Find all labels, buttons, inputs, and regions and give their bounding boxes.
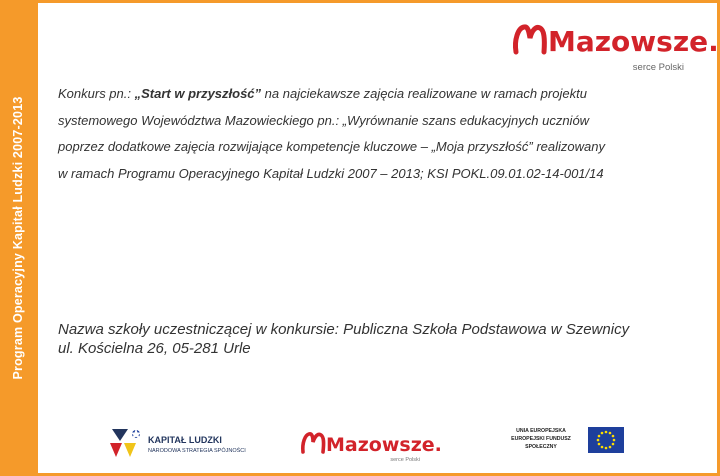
school-name-line: Nazwa szkoły uczestniczącej w konkursie: Publiczna Szkoła Podstawowa w Szewnicy	[58, 321, 630, 338]
mazowsze-footer-graphic	[300, 427, 442, 457]
kapital-ludzki-subtitle: NARODOWA STRATEGIA SPÓJNOŚCI	[148, 448, 246, 454]
mazowsze-logo	[512, 18, 719, 73]
footer-logos	[38, 423, 717, 473]
description-line-4: w ramach Programu Operacyjnego Kapitał Ludzki 2007 – 2013; KSI POKL.09.01.02-14-001/14	[58, 165, 604, 181]
description-line-3: poprzez dodatkowe zajęcia rozwijające kompetencje kluczowe – „Moja przyszłość” realizowany	[58, 139, 605, 154]
program-vertical-label: Program Operacyjny Kapitał Ludzki 2007-2013	[11, 96, 25, 380]
contest-title: „Start w przyszłość”	[134, 86, 262, 101]
contest-description	[58, 81, 676, 187]
description-prefix: Konkurs pn.:	[58, 86, 135, 101]
description-line-2: systemowego Województwa Mazowieckiego pn.: „Wyrównanie szans edukacyjnych uczniów	[58, 112, 590, 128]
mazowsze-m-mark	[515, 27, 544, 52]
eu-stars	[588, 427, 624, 453]
mazowsze-wordmark: Mazowsze.	[548, 25, 719, 58]
mazowsze-footer-wordmark: Mazowsze.	[326, 434, 442, 456]
side-banner	[0, 0, 38, 476]
school-address-line: ul. Kościelna 26, 05-281 Urle	[58, 340, 251, 357]
mazowsze-footer-logo	[300, 427, 442, 467]
kapital-ludzki-title: KAPITAŁ LUDZKI	[148, 435, 222, 445]
description-line-1	[58, 81, 676, 108]
school-info	[58, 320, 698, 358]
mazowsze-motto: serce Polski	[632, 62, 684, 73]
eu-logo	[508, 425, 628, 469]
kapital-ludzki-emblem	[106, 425, 146, 465]
kapital-ludzki-logo	[106, 425, 256, 465]
frame-top-border	[38, 0, 720, 3]
description-suffix: na najciekawsze zajęcia realizowane w ramach projektu	[261, 86, 587, 101]
mazowsze-footer-m-mark	[303, 434, 324, 452]
mazowsze-footer-motto: serce Polski	[390, 457, 420, 463]
mazowsze-logo-graphic	[512, 18, 719, 60]
eu-flag-icon	[588, 427, 624, 453]
eu-label: UNIA EUROPEJSKA EUROPEJSKI FUNDUSZ SPOŁECZNY	[511, 428, 571, 450]
